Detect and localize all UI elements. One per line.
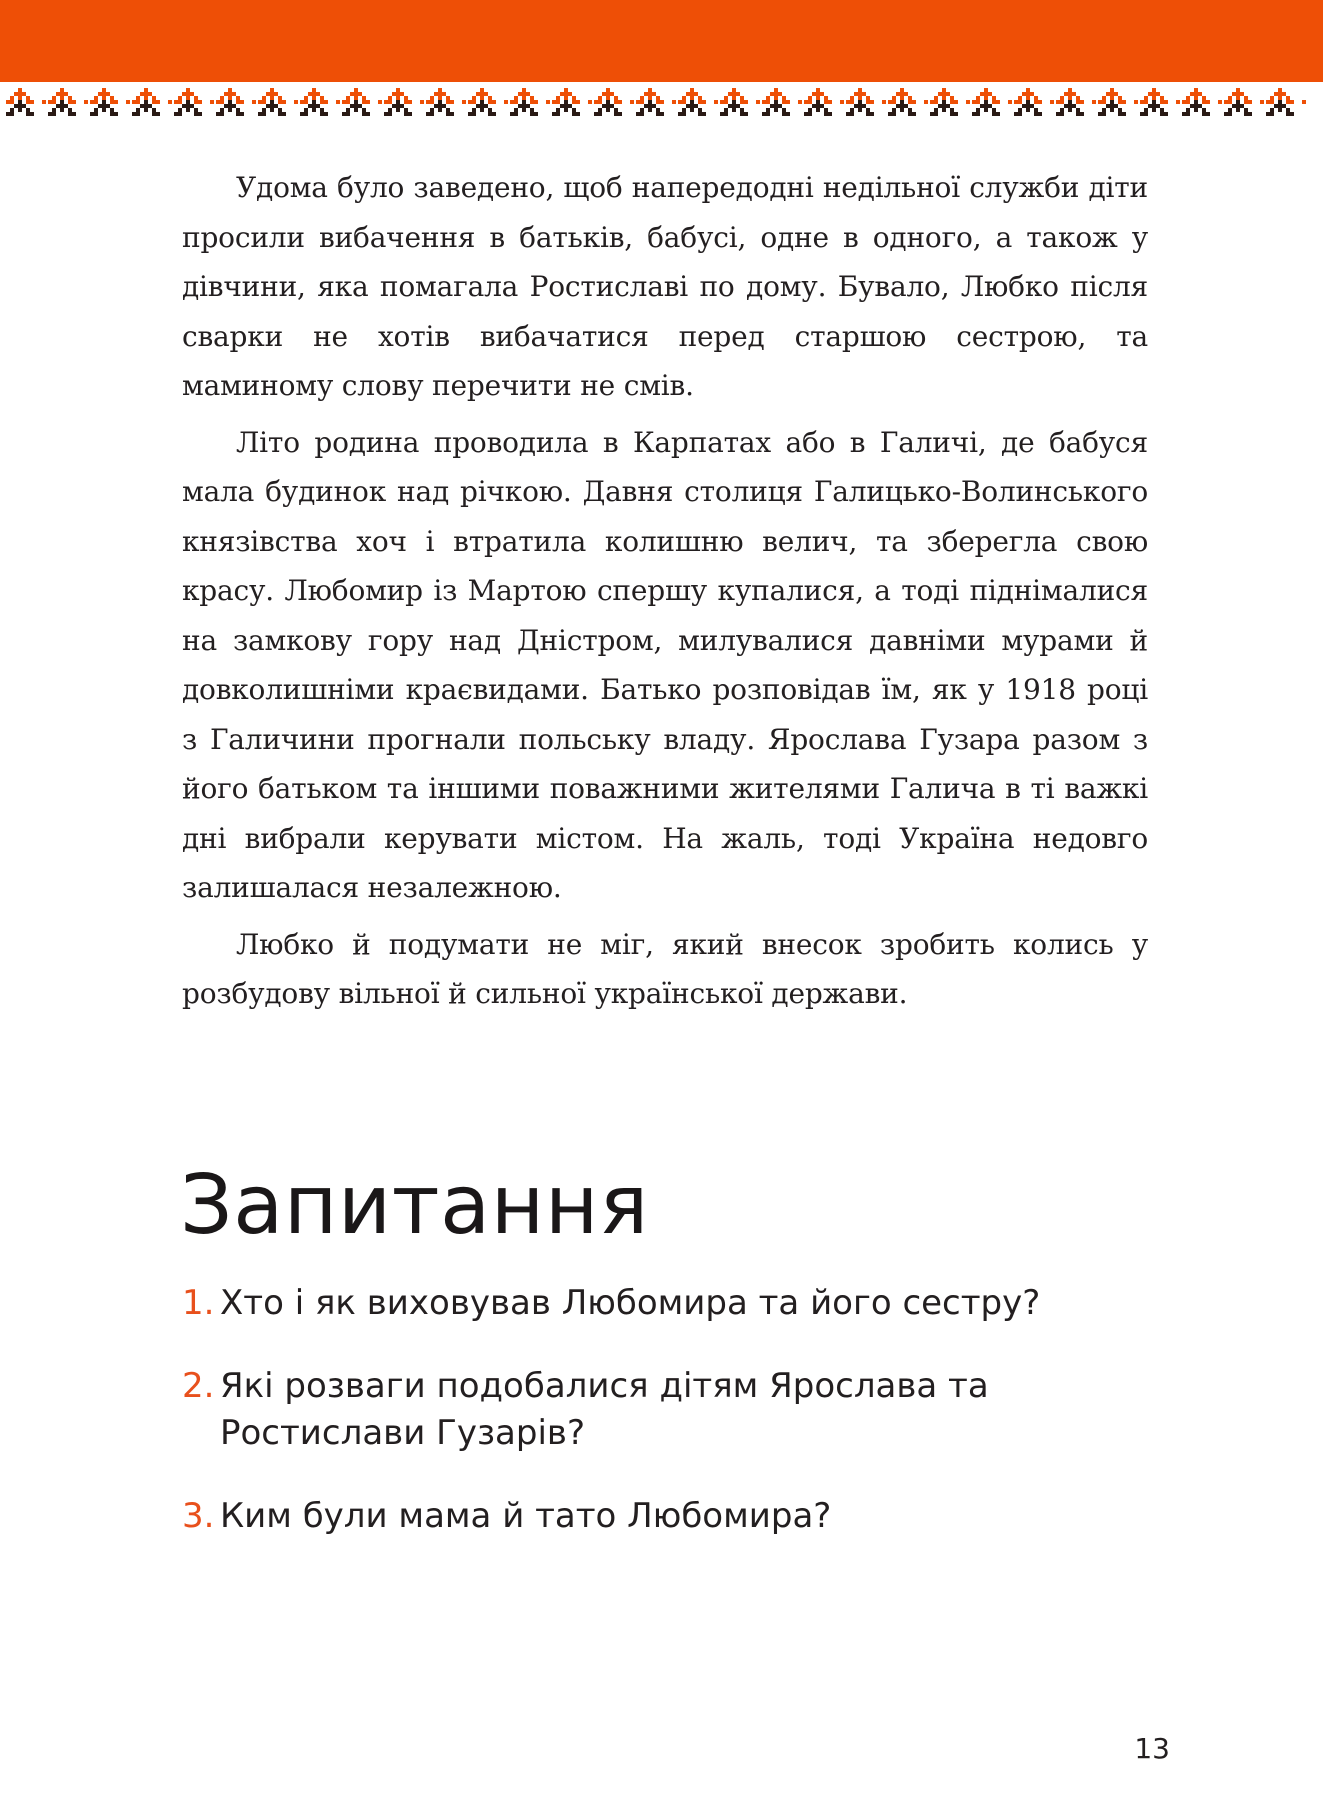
question-item	[182, 1363, 1172, 1457]
paragraph-3: Любко й подумати не міг, який внесок зробить колись у розбудову вільної й сильної української держави.	[182, 927, 1148, 1010]
ornament-motif	[1014, 88, 1054, 116]
question-item	[182, 1280, 1172, 1327]
ornament-motif	[1224, 88, 1264, 116]
question-text: Хто і як виховував Любомира та його сестру?	[220, 1283, 1041, 1323]
ornament-motif	[510, 88, 550, 116]
ornament-motif	[1266, 88, 1306, 116]
question-number: 1.	[182, 1283, 215, 1323]
ornament-motif	[594, 88, 634, 116]
question-text: Ким були мама й тато Любомира?	[220, 1496, 832, 1536]
ornament-motif	[174, 88, 214, 116]
questions-list	[182, 1280, 1172, 1576]
ornament-motif	[342, 88, 382, 116]
question-number: 2.	[182, 1366, 215, 1406]
ornament-motif	[762, 88, 802, 116]
ornament-motif	[300, 88, 340, 116]
ornament-motif	[720, 88, 760, 116]
ornament-motif	[888, 88, 928, 116]
header-color-band	[0, 0, 1323, 82]
ornament-motif	[468, 88, 508, 116]
ornament-motif	[636, 88, 676, 116]
question-number: 3.	[182, 1496, 215, 1536]
question-text: Які розваги подобалися дітям Ярослава та Ростислави Гузарів?	[220, 1366, 989, 1453]
ornament-motif	[426, 88, 466, 116]
ornament-motif	[90, 88, 130, 116]
ornament-motif	[48, 88, 88, 116]
ornament-motif	[6, 88, 46, 116]
ornament-motif	[1182, 88, 1222, 116]
paragraph-2: Літо родина проводила в Карпатах або в Галичі, де бабуся мала будинок над річкою. Давня столиця Галицько-Волинського князівства хоч і втратила колишню велич, та зберегла свою красу. Любомир із Мартою спершу купалися, а тоді піднімалися на замкову гору над Дністром, милувалися давніми мурами й довколишніми краєвидами. Батько розповідав їм, як у 1918 році з Галичини прогнали польську владу. Ярослава Гузара разом з його батьком та іншими поважними жителями Галича в ті важкі дні вибрали керувати містом. На жаль, тоді Україна недовго залишалася незалежною.	[182, 425, 1148, 904]
ornament-motif	[972, 88, 1012, 116]
main-text	[182, 163, 1148, 1026]
ornament-motif	[678, 88, 718, 116]
ornament-motif	[216, 88, 256, 116]
ornament-motif	[804, 88, 844, 116]
ornament-motif	[132, 88, 172, 116]
ornament-motif	[930, 88, 970, 116]
ornament-motif	[552, 88, 592, 116]
question-item	[182, 1493, 1172, 1540]
ornament-motif	[1056, 88, 1096, 116]
ornament-motif	[846, 88, 886, 116]
ornament-motif	[1140, 88, 1180, 116]
paragraph-1: Удома було заведено, щоб напередодні недільної служби діти просили вибачення в батьків, бабусі, одне в одного, а також у дівчини, яка помагала Ростиславі по дому. Бувало, Любко після сварки не хотів вибачатися перед старшою сестрою, та маминому слову перечити не смів.	[182, 171, 1148, 402]
ornament-motif	[258, 88, 298, 116]
ornament-motif	[384, 88, 424, 116]
ornament-motif	[1098, 88, 1138, 116]
page-number: 13	[1134, 1732, 1170, 1765]
embroidery-ornament-border	[0, 82, 1323, 126]
questions-heading: Запитання	[180, 1158, 649, 1253]
